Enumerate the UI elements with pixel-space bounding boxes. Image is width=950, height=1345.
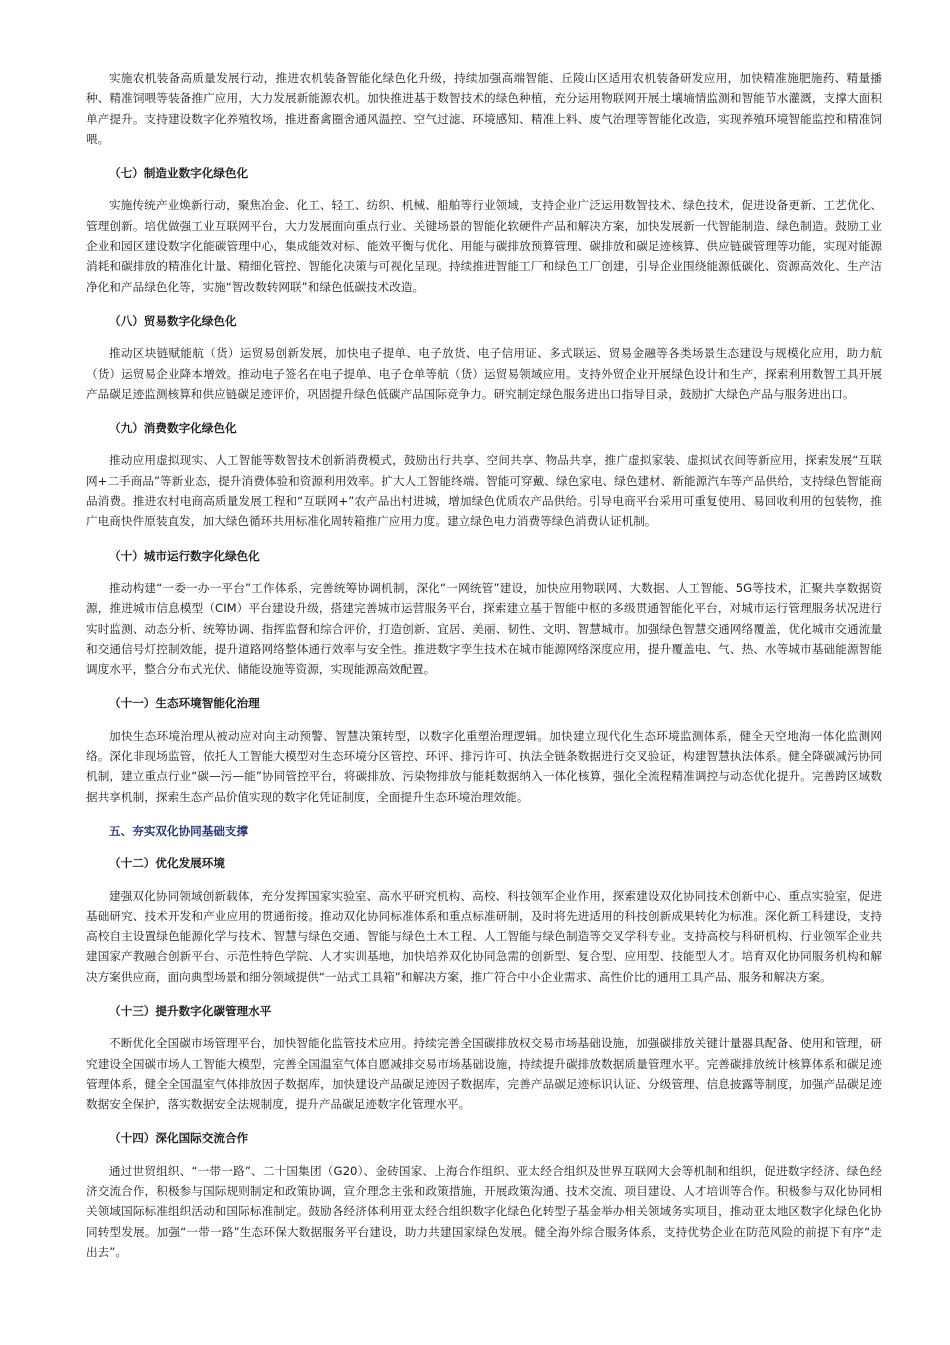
heading-trade: （八）贸易数字化绿色化 <box>109 313 237 328</box>
paragraph-trade: 推动区块链赋能航（货）运贸易创新发展，加快电子提单、电子放货、电子信用证、多式联运、贸易金融等各类场景生态建设与规模化应用，助力航（货）运贸易企业降本增效。推动电子签名在电子提单、电子仓单等航（货）运贸易领域应用。支持外贸企业开展绿色设计和生产，探索利用数智工具开展产品碳足迹监测核算和供应链碳足迹评价，巩固提升绿色低碳产品国际竞争力。研究制定绿色服务进出口指导目录，鼓励扩大绿色产品与服务进出口。 <box>86 346 882 401</box>
heading-eco-governance: （十一）生态环境智能化治理 <box>109 696 260 711</box>
paragraph-city-operation: 推动构建“一委一办一平台”工作体系，完善统筹协调机制，深化“一网统管”建设，加快应用物联网、大数据、人工智能、5G等技术，汇聚共享数据资源，推进城市信息模型（CIM）平台建设升级，搭建完善城市运营服务平台，探索建立基于智能中枢的多级贯通智能化平台，对城市运行管理服务状况进行实时监测、动态分析、统筹协调、指挥监督和综合评价，打造创新、宜居、美丽、韧性、文明、智慧城市。加强绿色智慧交通网络覆盖，优化城市交通流量和交通信号灯控制效能，提升道路网络整体通行效率与安全性。推进数字孪生技术在城市能源网络深度应用，提升覆盖电、气、热、水等城市基础能源智能调度水平，整合分布式光伏、储能设施等资源，实现能源高效配置。 <box>86 580 882 677</box>
heading-international-cooperation: （十四）深化国际交流合作 <box>109 1131 249 1146</box>
paragraph-manufacturing: 实施传统产业焕新行动，聚焦冶金、化工、轻工、纺织、机械、船舶等行业领域，支持企业广泛运用数智技术、绿色技术，促进设备更新、工艺优化、管理创新。培优做强工业互联网平台，大力发展面向重点行业、关键场景的智能化软硬件产品和解决方案，加快发展新一代智能制造、绿色制造。鼓励工业企业和园区建设数字化能碳管理中心，集成能效对标、能效平衡与优化、用能与碳排放预算管理、碳排放和碳足迹核算、供应链碳管理等功能，实现对能源消耗和碳排放的精准化计量、精细化管控、智能化决策与可视化呈现。持续推进智能工厂和绿色工厂创建，引导企业围绕能源低碳化、资源高效化、生产洁净化和产品绿色化等，实施“智改数转网联”和绿色低碳技术改造。 <box>86 198 882 294</box>
heading-manufacturing: （七）制造业数字化绿色化 <box>109 166 249 181</box>
paragraph-environment: 建强双化协同领域创新载体，充分发挥国家实验室、高水平研究机构、高校、科技领军企业作用，探索建设双化协同技术创新中心、重点实验室，促进基础研究、技术开发和产业应用的贯通衔接。推动双化协同标准体系和重点标准研制，及时将先进适用的科技创新成果转化为标准。深化新工科建设，支持高校自主设置绿色能源化学与技术、智慧与绿色交通、智能与绿色土木工程、人工智能与绿色制造等交叉学科专业。支持高校与科研机构、行业领军企业共建国家产教融合创新平台、示范性特色学院、人才实训基地，加快培养双化协同急需的创新型、复合型、应用型、技能型人才。培育双化协同服务机构和解决方案供应商，面向典型场景和细分领域提供“一站式工具箱”和解决方案，推广符合中小企业需求、高性价比的通用工具产品、服务和解决方案。 <box>86 888 882 984</box>
paragraph-international-cooperation: 通过世贸组织、“一带一路”、二十国集团（G20）、金砖国家、上海合作组织、亚太经合组织及世界互联网大会等机制和组织，促进数字经济、绿色经济交流合作，积极参与国际规则制定和政策协调，宣介理念主张和政策措施，开展政策沟通、技术交流、项目建设、人才培训等合作。积极参与双化协同相关领域国际标准组织活动和国际标准制定。鼓励各经济体利用亚太经合组织数字化绿色化转型子基金举办相关领域务实项目，推动亚太地区数字化绿色化协同转型发展。加强“一带一路”生态环保大数据服务平台建设，助力共建国家绿色发展。健全海外综合服务体系，支持优势企业在防范风险的前提下有序“走出去”。 <box>86 1163 882 1259</box>
heading-city-operation: （十）城市运行数字化绿色化 <box>109 548 260 563</box>
paragraph-agriculture: 实施农机装备高质量发展行动，推进农机装备智能化绿色化升级，持续加强高端智能、丘陵山区适用农机装备研发应用，加快精准施肥施药、精量播种、精准饲喂等装备推广应用，大力发展新能源农机。加快推进基于数智技术的绿色种植，充分运用物联网开展土壤墒情监测和智能节水灌溉，支撑大面积单产提升。支持建设数字化养殖牧场，推进畜禽圈舍通风温控、空气过滤、环境感知、精准上料、废气治理等智能化改造，实现养殖环境智能监控和精准饲喂。 <box>86 71 882 146</box>
section-heading-foundation: 五、夯实双化协同基础支撑 <box>109 823 249 838</box>
heading-carbon-management: （十三）提升数字化碳管理水平 <box>109 1003 272 1018</box>
paragraph-consumption: 推动应用虚拟现实、人工智能等数智技术创新消费模式，鼓励出行共享、空间共享、物品共享，推广虚拟家装、虚拟试衣间等新应用，探索发展“互联网+二手商品”等新业态，提升消费体验和资源利用效率。扩大人工智能终端、智能可穿戴、绿色家电、绿色建材、新能源汽车等产品供给，支持绿色智能商品消费。推进农村电商高质量发展工程和“互联网+”农产品出村进城，增加绿色优质农产品供给。引导电商平台采用可重复使用、易回收利用的包装物，推广电商快件原装直发，加大绿色循环共用标准化周转箱推广应用力度。建立绿色电力消费等绿色消费认证机制。 <box>86 453 882 529</box>
heading-environment: （十二）优化发展环境 <box>109 856 225 871</box>
heading-consumption: （九）消费数字化绿色化 <box>109 421 237 436</box>
paragraph-eco-governance: 加快生态环境治理从被动应对向主动预警、智慧决策转型，以数字化重塑治理逻辑。加快建立现代化生态环境监测体系，健全天空地海一体化监测网络。深化非现场监管，依托人工智能大模型对生态环境分区管控、环评、排污许可、执法全链条数据进行交叉验证，构建智慧执法体系。健全降碳减污协同机制，建立重点行业“碳—污—能”协同管控平台，将碳排放、污染物排放与能耗数据纳入一体化核算，强化全流程精准调控与动态优化提升。完善跨区域数据共享机制，探索生态产品价值实现的数字化凭证制度，全面提升生态环境治理效能。 <box>86 728 882 804</box>
paragraph-carbon-management: 不断优化全国碳市场管理平台，加快智能化监管技术应用。持续完善全国碳排放权交易市场基础设施，加强碳排放关键计量器具配备、使用和管理，研究建设全国碳市场人工智能大模型，完善全国温室气体自愿减排交易市场基础设施，持续提升碳排放数据质量管理水平。完善碳排放统计核算体系和碳足迹管理体系，健全全国温室气体排放因子数据库，加快建设产品碳足迹因子数据库，完善产品碳足迹标识认证、分级管理、信息披露等制度，加强产品碳足迹数据安全保护，落实数据安全法规制度，提升产品碳足迹数字化管理水平。 <box>86 1036 882 1112</box>
